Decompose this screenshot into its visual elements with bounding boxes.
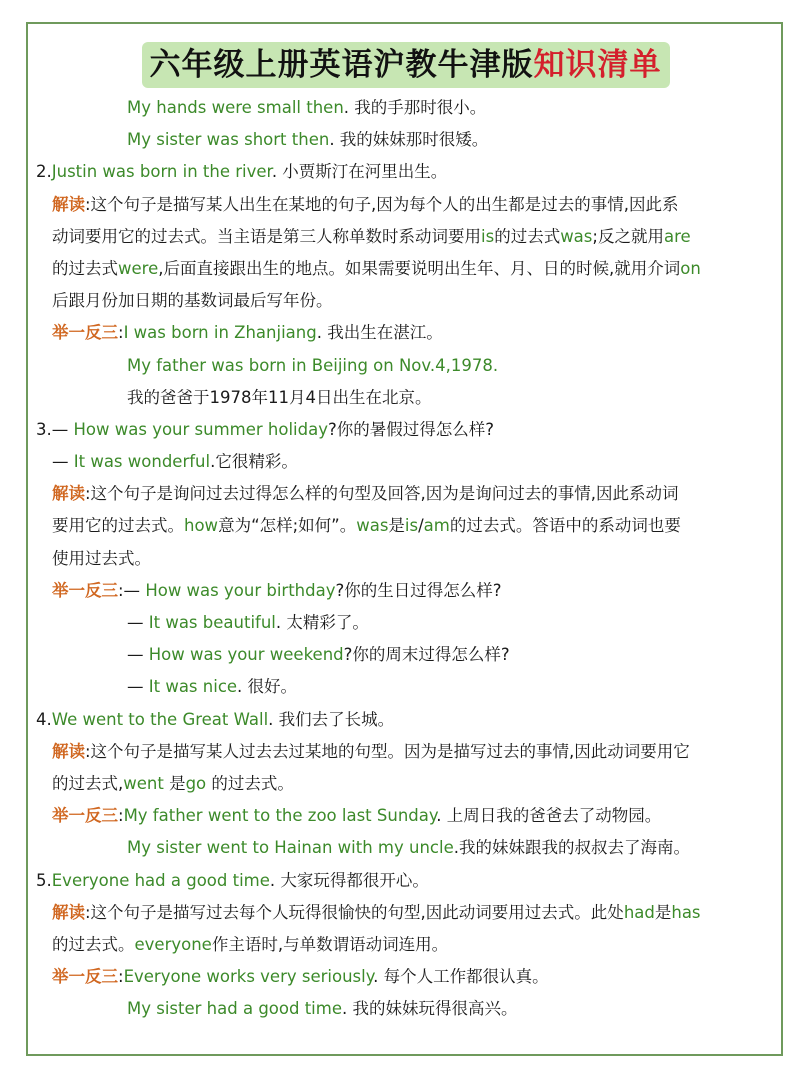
section-label: 解读: [52, 194, 85, 214]
body-text: 意为“怎样;如何”。: [218, 516, 357, 536]
body-text: . 我的妹妹玩得很高兴。: [341, 999, 518, 1019]
text-line: [0, 704, 811, 736]
section-label: 举一反三: [52, 580, 118, 600]
body-text: 动词要用它的过去式。当主语是第三人称单数时系动词要用: [52, 226, 481, 246]
english-text: everyone: [134, 934, 212, 954]
body-text: . 太精彩了。: [275, 613, 369, 632]
text-line: [0, 221, 811, 253]
body-text: 5.: [36, 870, 52, 890]
body-text: 后跟月份加日期的基数词最后写年份。: [52, 291, 333, 311]
body-text: 使用过去式。: [52, 548, 151, 568]
body-text: :—: [118, 580, 146, 600]
body-text: . 我出生在湛江。: [316, 323, 443, 343]
english-text: How was your weekend: [148, 645, 344, 665]
body-text: . 我们去了长城。: [268, 709, 395, 729]
english-text: My father went to the zoo last Sunday: [123, 806, 437, 826]
text-line: [0, 253, 811, 285]
body-text: :: [118, 323, 124, 343]
text-line: [0, 124, 811, 156]
english-text: go: [185, 773, 207, 793]
english-text: My hands were small then: [127, 98, 344, 117]
text-line: [0, 897, 811, 929]
english-text: It was beautiful: [148, 613, 276, 632]
text-line: [0, 865, 811, 897]
english-text: had: [623, 902, 655, 922]
body-text: —: [127, 645, 149, 665]
body-text: 作主语时,与单数谓语动词连用。: [211, 934, 449, 954]
page-title: [142, 42, 670, 88]
text-line: [0, 317, 811, 349]
title-bar: [0, 42, 811, 88]
text-line: [0, 543, 811, 575]
body-text: :这个句子是询问过去过得怎么样的句型及回答,因为是询问过去的事情,因此系动词: [85, 484, 679, 504]
body-text: 是: [654, 902, 672, 922]
body-text: . 大家玩得都很开心。: [269, 870, 429, 890]
english-text: My sister went to Hainan with my uncle: [127, 838, 454, 858]
english-text: how: [184, 516, 219, 536]
text-line: [0, 929, 811, 961]
english-text: am: [423, 516, 450, 536]
body-text: ?你的周末过得怎么样?: [343, 645, 510, 665]
english-text: was: [560, 226, 593, 246]
english-text: has: [671, 902, 701, 922]
body-text: 要用它的过去式。: [52, 516, 184, 536]
english-text: is: [481, 226, 495, 246]
body-text: —: [127, 677, 149, 697]
english-text: I was born in Zhanjiang: [123, 323, 317, 343]
body-text: 4.: [36, 709, 52, 729]
body-text: 我的爸爸于1978年11月4日出生在北京。: [127, 387, 432, 407]
body-text: . 我的妹妹那时很矮。: [329, 130, 489, 150]
section-label: 解读: [52, 741, 85, 761]
body-text: 2.: [36, 162, 52, 182]
body-text: —: [52, 452, 74, 472]
body-text: . 每个人工作都很认真。: [373, 967, 549, 987]
english-text: was: [356, 516, 389, 536]
section-label: 解读: [52, 484, 85, 504]
title-highlight: 知识清单: [533, 47, 662, 83]
text-line: [0, 768, 811, 800]
text-line: [0, 446, 811, 478]
body-text: . 上周日我的爸爸去了动物园。: [436, 806, 662, 826]
english-text: on: [680, 258, 701, 278]
text-line: [0, 800, 811, 832]
body-text: .我的妹妹跟我的叔叔去了海南。: [453, 838, 690, 858]
body-text: ?你的生日过得怎么样?: [335, 580, 502, 600]
text-line: [0, 832, 811, 864]
english-text: My sister had a good time: [127, 999, 342, 1019]
text-line: [0, 382, 811, 414]
english-text: It was wonderful: [73, 452, 211, 472]
text-line: [0, 156, 811, 188]
text-line: [0, 736, 811, 768]
body-text: 是: [388, 516, 405, 536]
body-text: . 小贾斯汀在河里出生。: [271, 162, 448, 182]
body-text: 的过去式。: [52, 934, 135, 954]
text-line: [0, 92, 811, 124]
text-line: [0, 510, 811, 542]
body-text: 3.—: [36, 419, 74, 439]
body-text: 的过去式: [52, 258, 118, 278]
text-line: [0, 671, 811, 703]
body-text: .它很精彩。: [210, 452, 298, 472]
body-text: /: [418, 516, 424, 536]
english-text: Everyone works very seriously: [123, 967, 374, 987]
english-text: It was nice: [148, 677, 238, 697]
text-line: [0, 607, 811, 639]
body-text: ;反之就用: [592, 226, 664, 246]
english-text: were: [118, 258, 159, 278]
document-body: [0, 92, 811, 1025]
english-text: How was your summer holiday: [73, 419, 328, 439]
body-text: ,后面直接跟出生的地点。如果需要说明出生年、月、日的时候,就用介词: [158, 258, 681, 278]
body-text: :这个句子是描写某人出生在某地的句子,因为每个人的出生都是过去的事情,因此系: [85, 194, 679, 214]
english-text: We went to the Great Wall: [51, 709, 269, 729]
section-label: 解读: [52, 902, 85, 922]
title-main: 六年级上册英语沪教牛津版: [149, 47, 534, 83]
section-label: 举一反三: [52, 323, 118, 343]
text-line: [0, 575, 811, 607]
text-line: [0, 285, 811, 317]
section-label: 举一反三: [52, 967, 118, 987]
english-text: is: [404, 516, 419, 536]
body-text: 的过去式。: [206, 773, 294, 793]
body-text: 是: [163, 773, 186, 793]
body-text: . 我的手那时很小。: [343, 98, 487, 117]
body-text: —: [127, 613, 149, 632]
english-text: Justin was born in the river: [51, 162, 272, 182]
body-text: :: [118, 967, 124, 987]
section-label: 举一反三: [52, 806, 118, 826]
text-line: [0, 961, 811, 993]
english-text: are: [663, 226, 691, 246]
text-line: [0, 639, 811, 671]
body-text: 的过去式。答语中的系动词也要: [449, 516, 681, 536]
english-text: My father was born in Beijing on Nov.4,1978.: [127, 355, 499, 375]
text-line: [0, 478, 811, 510]
text-line: [0, 189, 811, 221]
body-text: 的过去式,: [52, 773, 124, 793]
text-line: [0, 993, 811, 1025]
english-text: Everyone had a good time: [51, 870, 270, 890]
text-line: [0, 350, 811, 382]
text-line: [0, 414, 811, 446]
body-text: :这个句子是描写某人过去去过某地的句型。因为是描写过去的事情,因此动词要用它: [85, 741, 690, 761]
body-text: . 很好。: [237, 677, 298, 697]
english-text: My sister was short then: [127, 130, 330, 150]
body-text: ?你的暑假过得怎么样?: [328, 419, 495, 439]
body-text: :这个句子是描写过去每个人玩得很愉快的句型,因此动词要用过去式。此处: [85, 902, 624, 922]
english-text: How was your birthday: [145, 580, 336, 600]
english-text: went: [123, 773, 164, 793]
body-text: :: [118, 806, 124, 826]
body-text: 的过去式: [494, 226, 561, 246]
